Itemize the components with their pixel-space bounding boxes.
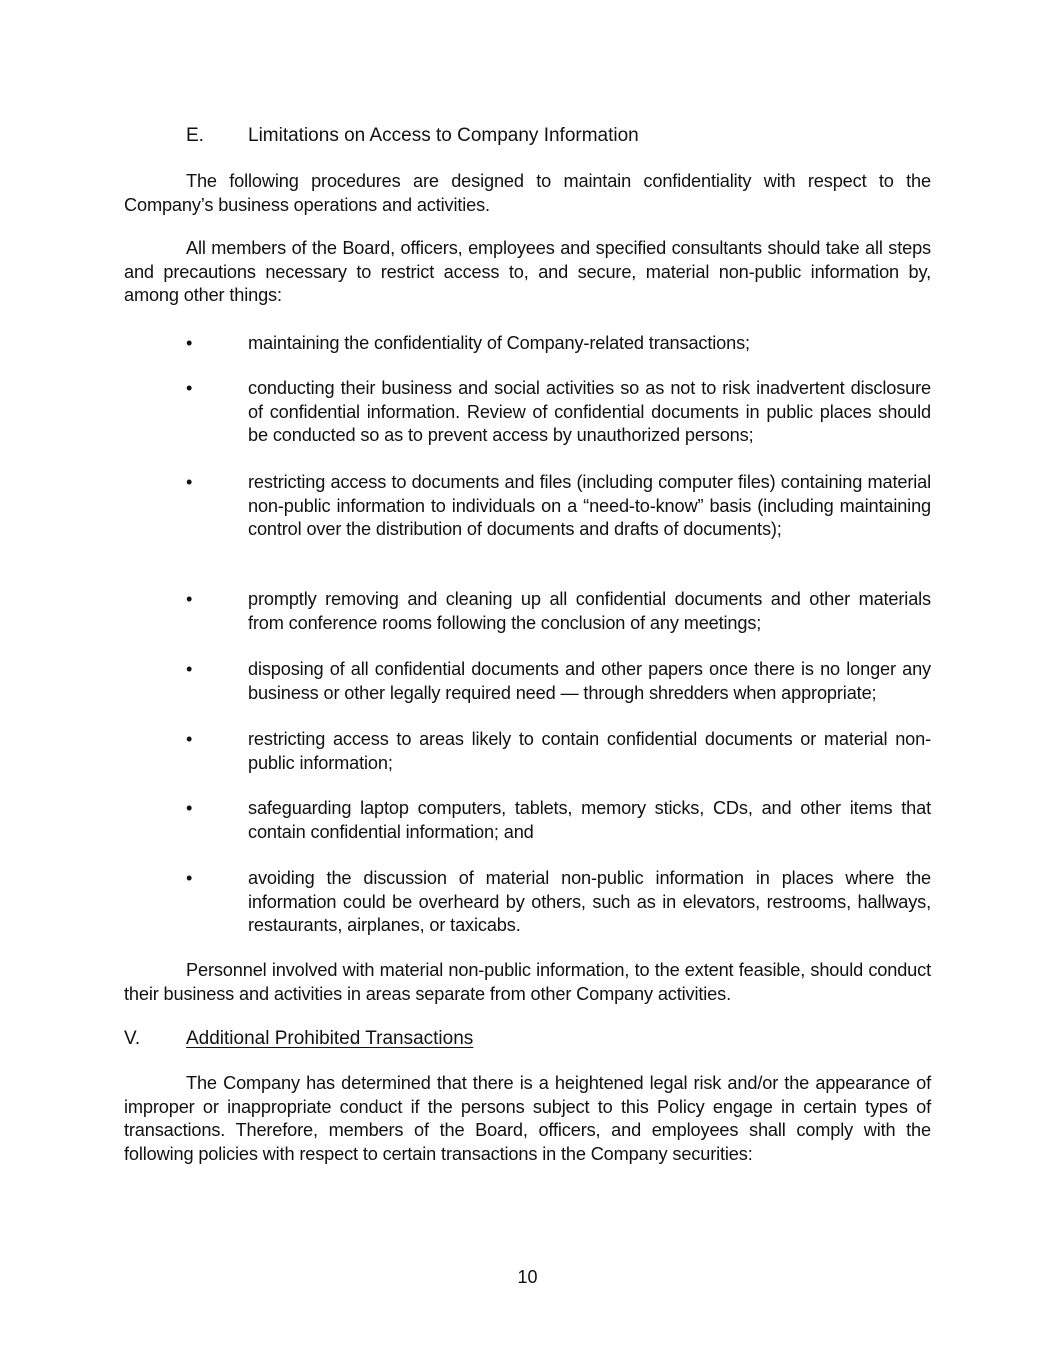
section-v-heading [124,1027,824,1051]
section-e-title: Limitations on Access to Company Information [248,125,639,146]
bullet-dot: • [186,659,193,679]
section-v-title: Additional Prohibited Transactions [186,1028,474,1049]
section-e-closing-paragraph: Personnel involved with material non-public information, to the extent feasible, should conduct their business and activities in areas separate from other Company activities. [124,960,931,1004]
bullet-text: avoiding the discussion of material non-public information in places where the information could be overheard by others, such as in elevators, restrooms, hallways, restaurants, airplanes, or taxicabs. [248,868,931,936]
bullet-text: maintaining the confidentiality of Company-related transactions; [248,333,750,353]
bullet-text: promptly removing and cleaning up all confidential documents and other materials from conference rooms following the conclusion of any meetings; [248,589,931,633]
section-e-heading [186,124,886,148]
section-v-number: V. [124,1028,141,1049]
page-number: 10 [517,1267,538,1287]
section-e-intro-paragraph: The following procedures are designed to maintain confidentiality with respect to the Company’s business operations and activities. [124,171,931,215]
bullet-dot: • [186,378,193,398]
bullet-dot: • [186,868,193,888]
bullet-text: conducting their business and social activities so as not to risk inadvertent disclosure of confidential information. Review of confidential documents in public places should be conducted so as to prevent access by unauthorized persons; [248,378,931,446]
bullet-dot: • [186,472,193,492]
bullet-text: disposing of all confidential documents and other papers once there is no longer any business or other legally required need — through shredders when appropriate; [248,659,931,703]
section-e-second-paragraph: All members of the Board, officers, employees and specified consultants should take all steps and precautions necessary to restrict access to, and secure, material non-public information by, among other things: [124,238,931,306]
bullet-dot: • [186,798,193,818]
bullet-dot: • [186,729,193,749]
section-e-number: E. [186,125,204,146]
section-v-paragraph: The Company has determined that there is a heightened legal risk and/or the appearance of improper or inappropriate conduct if the persons subject to this Policy engage in certain types of transactions. Therefore, members of the Board, officers, and employees shall comply with the following policies with respect to certain transactions in the Company securities: [124,1073,931,1165]
bullet-text: restricting access to areas likely to contain confidential documents or material non-public information; [248,729,931,773]
bullet-text: safeguarding laptop computers, tablets, memory sticks, CDs, and other items that contain confidential information; and [248,798,931,842]
bullet-text: restricting access to documents and files (including computer files) containing material non-public information to individuals on a “need-to-know” basis (including maintaining control over the distribution of documents and drafts of documents); [248,472,931,540]
bullet-dot: • [186,589,193,609]
bullet-dot: • [186,333,193,353]
